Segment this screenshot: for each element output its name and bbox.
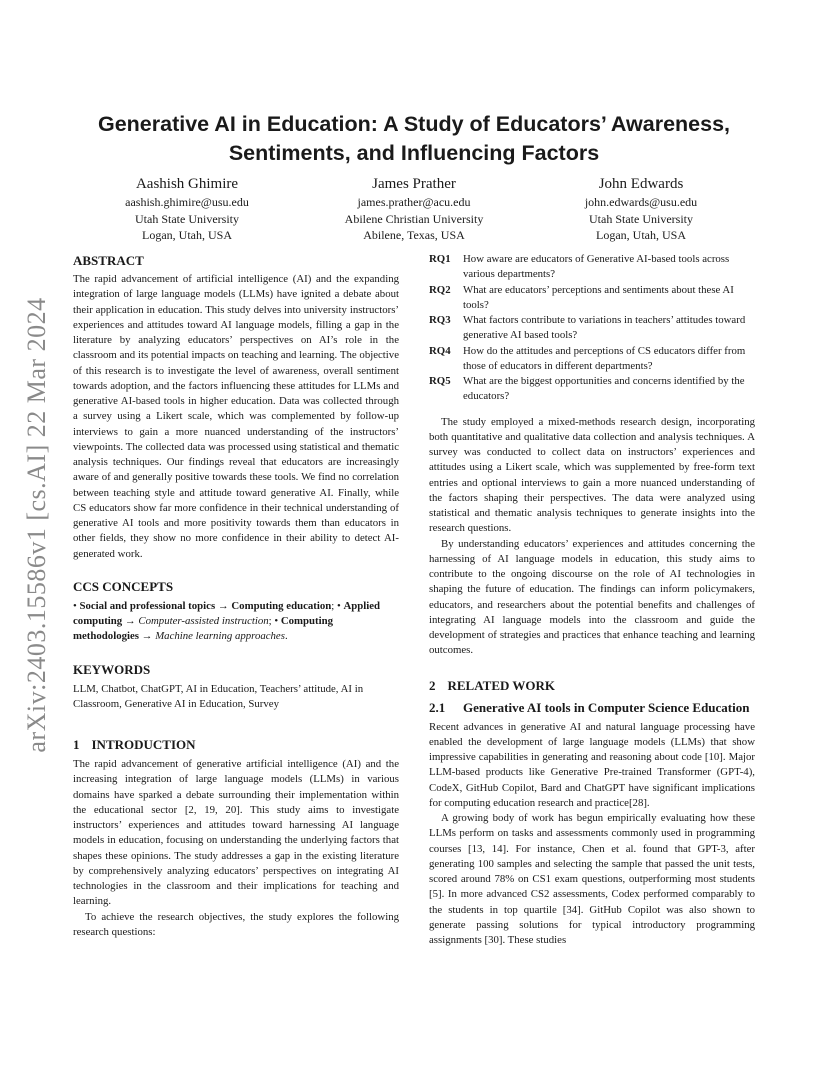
related-work-paragraph: Recent advances in generative AI and natural language processing have enabled the development of large language models (LLMs) that show impressive capabilities in generating and reasoning about code [10]. Major LLM-based products like Generative Pre-trained Transformer (GPT-4), CodeX, GitHub Copilot, Bard and ChatGPT have significant implications for computing education research and practice[28]. [429, 720, 755, 809]
introduction-heading: 1 INTRODUCTION [73, 737, 196, 752]
author-email: aashish.ghimire@usu.edu [125, 195, 249, 209]
arxiv-identifier-text: arXiv:2403.15586v1 [cs.AI] 22 Mar 2024 [22, 297, 51, 753]
author-block [74, 175, 754, 244]
author-name: John Edwards [598, 176, 684, 192]
author-location: Abilene, Texas, USA [363, 228, 465, 242]
author-affiliation: Abilene Christian University [344, 211, 484, 226]
research-questions [429, 252, 755, 405]
research-question: RQ2 What are educators’ perceptions and sentiments about these AI tools? [429, 283, 734, 311]
right-column [429, 252, 755, 948]
introduction-paragraph: The rapid advancement of generative artificial intelligence (AI) and the increasing integration of large language models (LLMs) in various domains have sparked a debate surrounding their implementation within the educational sector [2, 19, 20]. This study aims to investigate instructors’ experiences and attitudes toward harnessing AI language models in education, focusing on understanding the underlying factors that shapes these opinions. The study addresses a gap in the existing literature by comprehensively analyzing educators’ perspectives on integrating AI technologies in the classroom and their implications for teaching and learning. [73, 758, 399, 908]
subsection-heading: 2.1 Generative AI tools in Computer Science Education [429, 699, 750, 715]
author-affiliation: Utah State University [135, 211, 239, 226]
abstract-text: The rapid advancement of artificial intelligence (AI) and the expanding integration of large language models (LLMs) have ignited a debate about their application in education. This study delves into university instructors’ experiences and attitudes toward AI language models, filling a gap in the literature by analyzing educators’ perspectives on AI’s role in the classroom and its potential impacts on teaching and learning. The objective of this research is to investigate the level of awareness, overall sentiment towards adoption, and the factors influencing these attitudes for LLMs and generative AI-based tools in higher education. Data was collected through a survey using a Likert scale, which was complemented by follow-up interviews to gain a more nuanced understanding of the instructors’ viewpoints. The collected data was processed using statistical and thematic analysis techniques. Our findings reveal that educators are increasingly aware of and generally positive towards these tools. We find no correlation between teaching style and attitude toward generative AI. Finally, while CS educators show far more confidence in their technical understanding of generative AI tools and more positivity towards them than educators in other fields, they show no more confidence in their ability to detect AI-generated work. [73, 273, 399, 560]
research-question: RQ5 What are the biggest opportunities and concerns identified by the educators? [429, 375, 745, 403]
author-location: Logan, Utah, USA [142, 228, 232, 242]
author-email: james.prather@acu.edu [357, 195, 471, 209]
arxiv-identifier [12, 290, 62, 760]
author-email: john.edwards@usu.edu [584, 195, 698, 209]
keywords-text: LLM, Chatbot, ChatGPT, AI in Education, Teachers’ attitude, AI in Classroom, Generative AI in Education, Survey [73, 682, 364, 710]
research-question: RQ1 How aware are educators of Generative AI-based tools across various departments? [429, 253, 730, 281]
author-3 [528, 175, 754, 244]
paper-title: Generative AI in Education: A Study of Educators’ Awareness, Sentiments, and Influencing Factors [97, 112, 730, 165]
ccs-term: Computing methodologies [73, 615, 334, 643]
introduction-paragraph: To achieve the research objectives, the study explores the following research questions: [73, 910, 399, 938]
ccs-term: Social and professional topics [79, 599, 216, 612]
author-name: James Prather [372, 176, 456, 192]
related-work-paragraph: A growing body of work has begun empirically evaluating how these LLMs perform on tasks and assessments commonly used in programming courses [13, 14]. For instance, Chen et al. found that GPT-3, after generating 100 samples and selecting the sample that passed the unit tests, scored around 78% on CS1 exam questions, outperforming most students [5]. In more advanced CS2 assessments, Codex performed comparably to the students in top quartile [34]. GitHub Copilot was also shown to generate passing solutions for typical introductory programming assignments [30]. These studies [429, 812, 755, 946]
ccs-term: Applied computing [73, 599, 381, 627]
contribution-paragraph: By understanding educators’ experiences and attitudes concerning the harnessing of AI language models in education, this study aims to contribute to the ongoing discourse on the role of AI technologies in shaping the future of education. The findings can inform policymakers, educators, and researchers about the potential benefits and challenges of integrating AI language models into the classroom and guide the development of strategies and practices that enhance teaching and learning outcomes. [429, 537, 755, 657]
author-name: Aashish Ghimire [135, 176, 239, 192]
related-work-heading: 2 RELATED WORK [429, 677, 556, 693]
ccs-concepts: • Social and professional topics → Computing education; • Applied computing → Computer-assisted instruction; • Computing methodologies → Machine learning approaches. [73, 599, 381, 643]
method-paragraph: The study employed a mixed-methods research design, incorporating both quantitative and qualitative data collection and analysis techniques. A survey was conducted to collect data on instructors’ experiences and attitudes using a Likert scale, which was supplemented by free-form text entries and optional interviews to gain a more nuanced understanding of the factors shaping their perspectives. The data were analyzed using statistical and thematic analysis techniques to generate insights into the research questions. [429, 415, 755, 535]
author-1 [74, 175, 300, 244]
author-location: Logan, Utah, USA [596, 228, 686, 242]
abstract-heading: ABSTRACT [73, 253, 144, 268]
author-affiliation: Utah State University [589, 211, 693, 226]
research-question: RQ3 What factors contribute to variations in teachers’ attitudes toward generative AI based tools? [429, 314, 746, 342]
ccs-heading: CCS CONCEPTS [73, 578, 174, 594]
ccs-term: Computing education [231, 599, 332, 612]
research-question: RQ4 How do the attitudes and perceptions of CS educators differ from those of educators in different departments? [429, 344, 746, 372]
ccs-term: Machine learning approaches [155, 630, 285, 643]
author-2 [301, 175, 527, 244]
left-column [73, 252, 399, 940]
keywords-heading: KEYWORDS [73, 661, 151, 677]
ccs-term: Computer-assisted instruction [138, 615, 269, 627]
